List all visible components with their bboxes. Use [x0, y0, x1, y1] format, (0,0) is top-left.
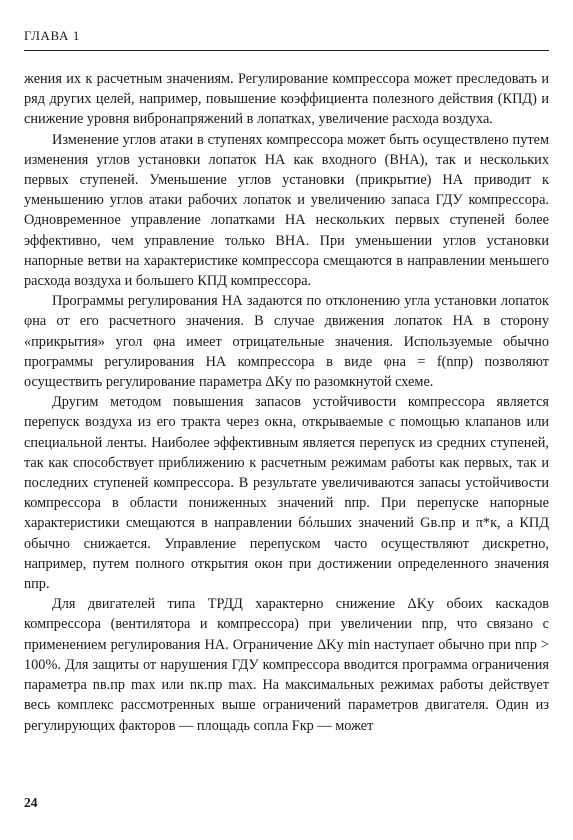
header-rule [24, 50, 549, 51]
paragraph-5: Для двигателей типа ТРДД характерно снижение ΔKу обоих каскадов компрессора (вентилятора и компрессора) при увеличении nпр, что связано с применением регулирования НА. Ограничение ΔKу min наступает обычно при nпр > 100%. Для защиты от нарушения ГДУ компрессора вводится программа ограничения параметра nв.пр max или nк.пр max. На максимальных режимах работы действует весь комплекс рассмотренных выше ограничений параметров двигателя. Один из регулирующих факторов — площадь сопла Fкр — может [24, 596, 549, 734]
paragraph-4: Другим методом повышения запасов устойчивости компрессора является перепуск воздуха из его тракта через окна, открываемые с помощью клапанов или специальной ленты. Наиболее эффективным является перепуск из средних ступеней, так как способствует приближению к расчетным режимам работы как первых, так и последних ступеней компрессора. В результате увеличиваются запасы устойчивости компрессора в области пониженных значений nпр. При перепуске напорные характеристики смещаются в направлении бóльших значений Gв.пр и π*к, а КПД обычно снижается. Управление перепуском часто осуществляют дискретно, например, путем полного открытия окон при достижении определенного значения nпр. [24, 394, 549, 593]
paragraph-3: Программы регулирования НА задаются по отклонению угла установки лопаток φна от его расчетного значения. В случае движения лопаток НА в сторону «прикрытия» угол φна имеет отрицательные значения. Используемые обычно программы регулирования НА компрессора в виде φна = f(nпр) позволяют осуществить регулирование параметра ΔKу по разомкнутой схеме. [24, 293, 549, 391]
body-text [24, 69, 549, 736]
running-head-chapter: ГЛАВА 1 [24, 28, 80, 43]
paragraph-1: жения их к расчетным значениям. Регулирование компрессора может преследовать и ряд других целей, например, повышение коэффициента полезного действия (КПД) и снижение уровня вибронапряжений в лопатках, увеличение расхода воздуха. [24, 71, 549, 128]
page-number: 24 [24, 795, 38, 810]
paragraph-2: Изменение углов атаки в ступенях компрессора может быть осуществлено путем изменения углов установки лопаток НА как входного (ВНА), так и нескольких первых ступеней. Уменьшение углов установки (прикрытие) НА приводит к уменьшению углов атаки рабочих лопаток и увеличению запаса ГДУ компрессора. Одновременное управление лопатками НА нескольких первых ступеней более эффективно, чем управление только ВНА. При уменьшении углов установки напорные ветви на характеристике компрессора смещаются в направлении меньшего расхода воздуха и большего КПД компрессора. [24, 131, 549, 290]
